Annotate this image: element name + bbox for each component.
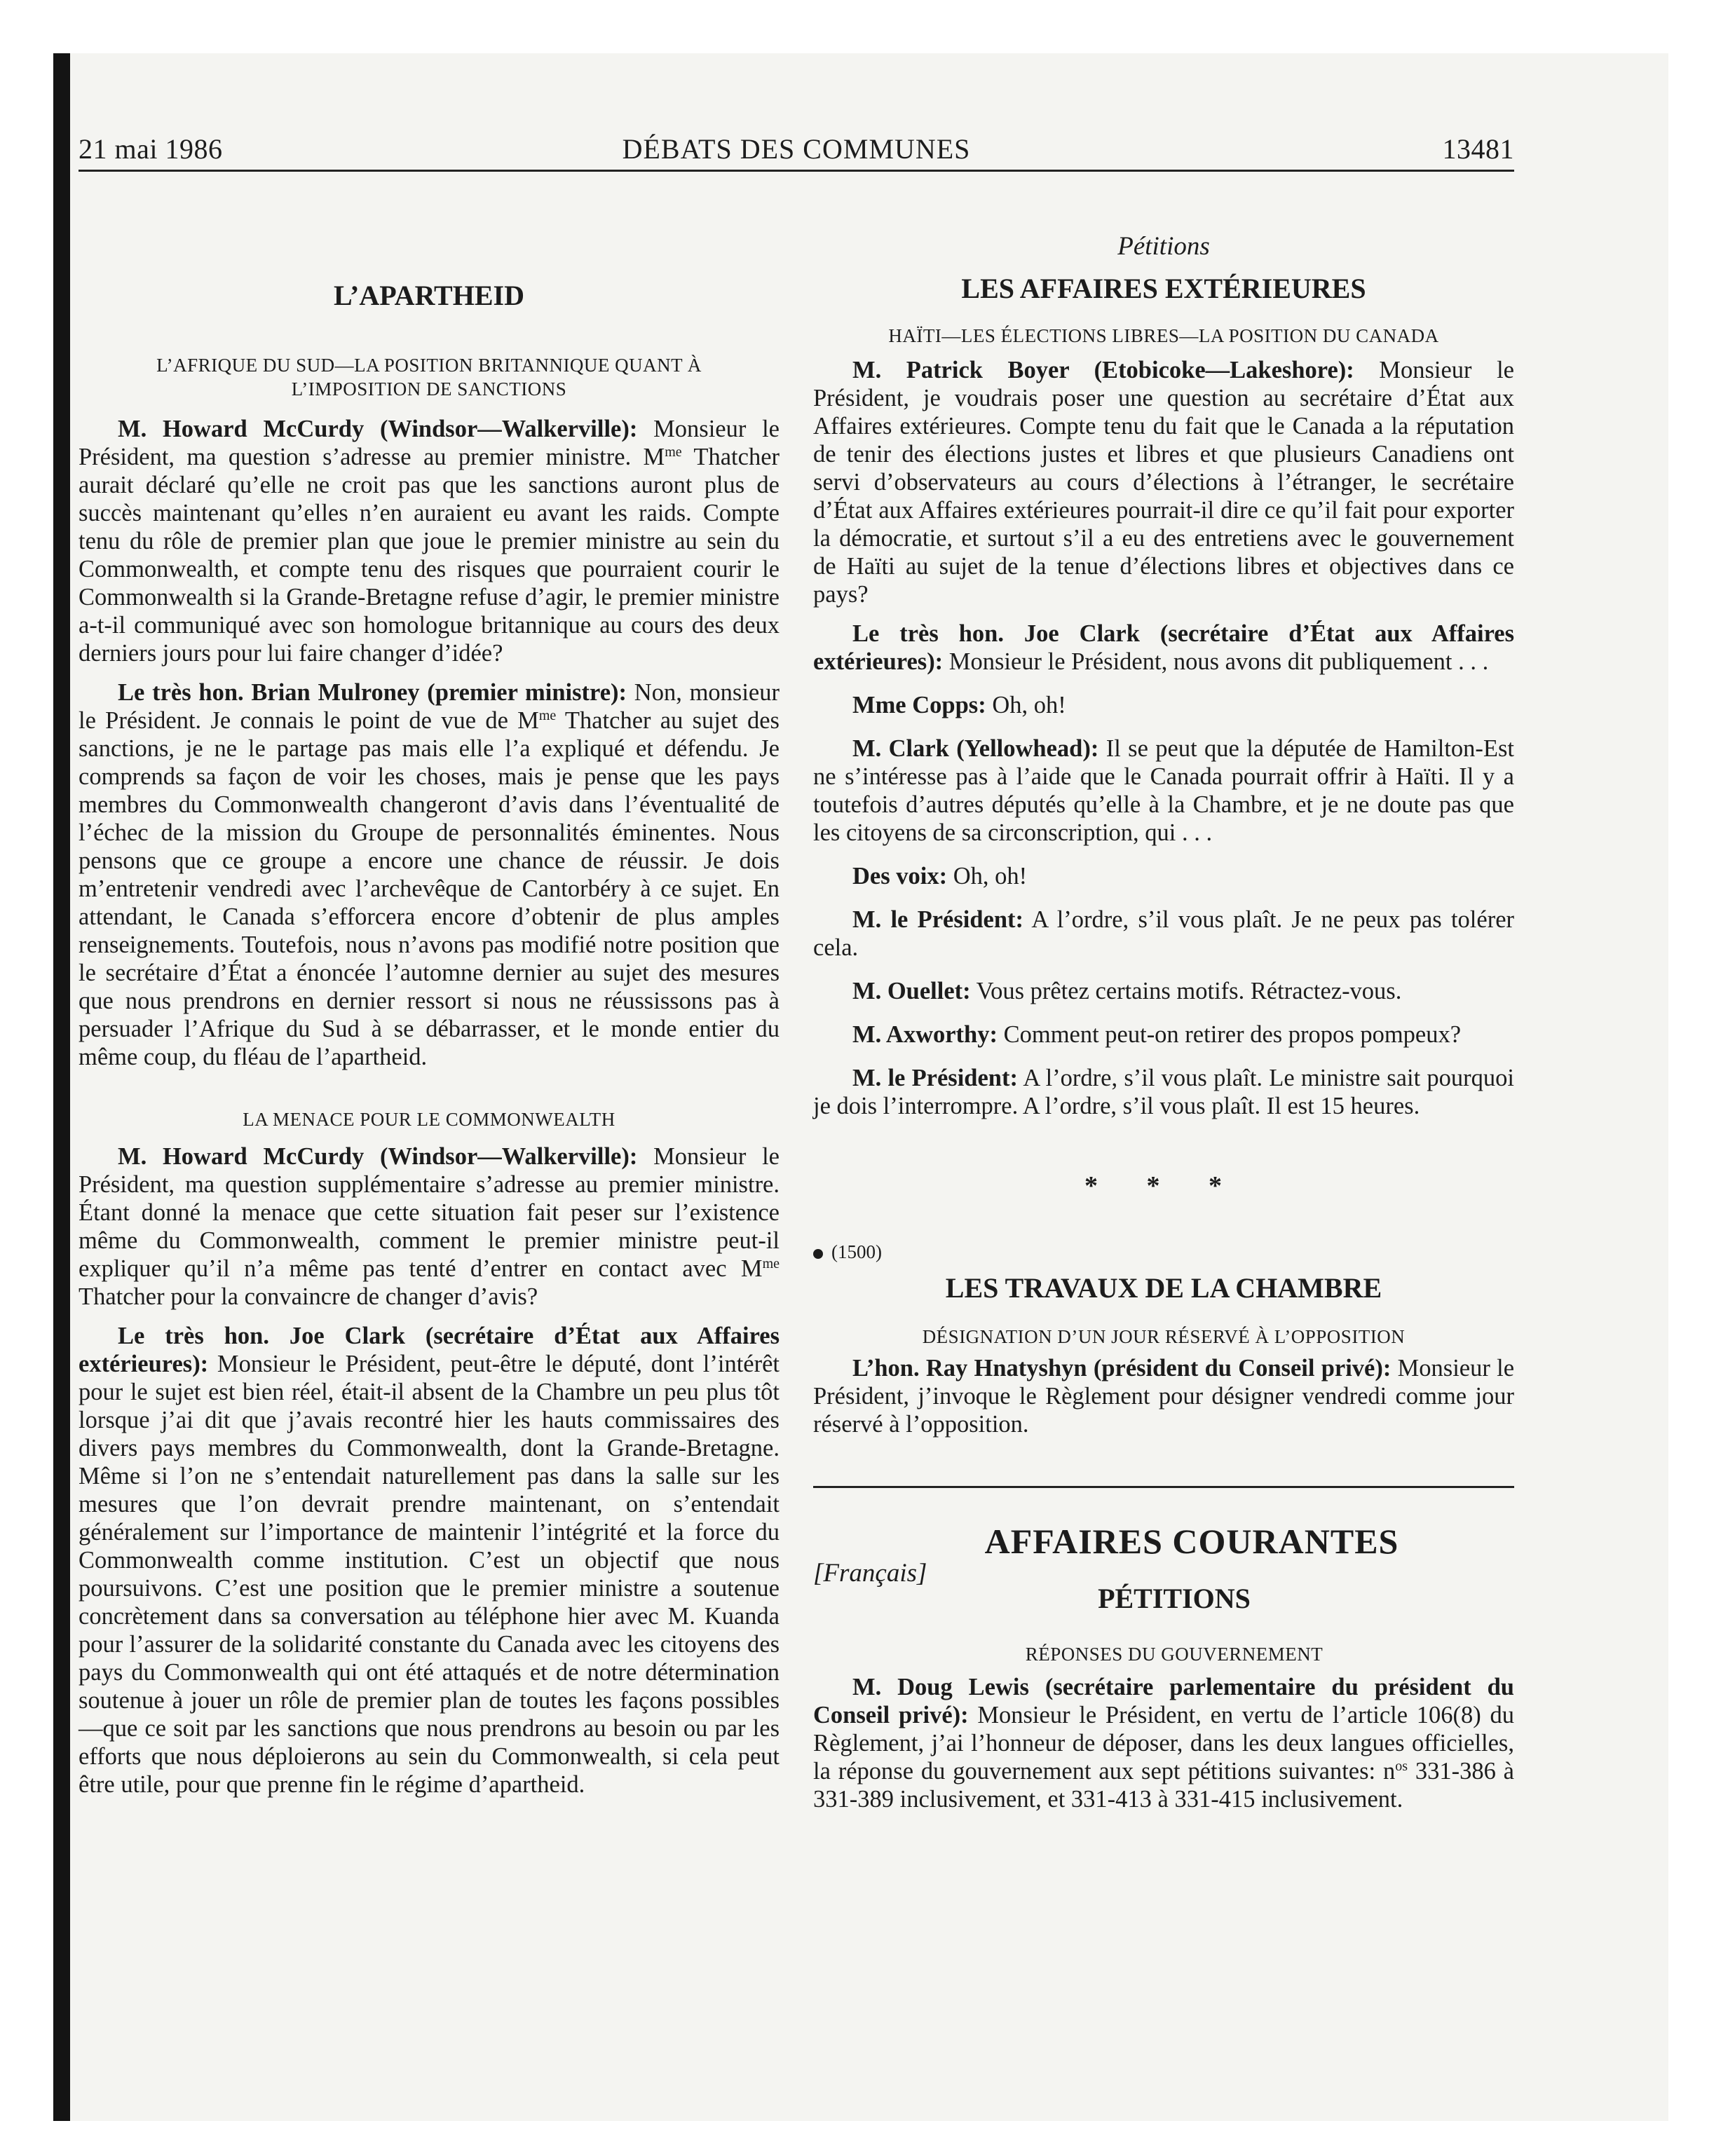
- section-separator-stars: * * *: [1084, 1171, 1243, 1201]
- speaker-name: Le très hon. Joe Clark (secrétaire d’État aux Affaires extérieures):: [79, 1323, 780, 1377]
- paragraph-lewis: M. Doug Lewis (secrétaire parlementaire du président du Conseil privé): Monsieur le Président, en vertu de l’article 106(8) du Règlement, j’ai l’honneur de déposer, dans les deux langues officielles, la réponse du gouvernement aux sept pétitions suivantes: $n^{os}$ 331-386 à 331-389 inclusivement, et 331-413 à 331-415 inclusivement.: [813, 1674, 1514, 1813]
- language-tag: [Français]: [813, 1559, 927, 1588]
- paragraph-speaker-order: M. le Président: A l’ordre, s’il vous plaît. Je ne peux pas tolérer cela.: [813, 906, 1514, 961]
- subsection-opposition-day: DÉSIGNATION D’UN JOUR RÉSERVÉ À L’OPPOSITION: [922, 1326, 1406, 1347]
- scan-binding-edge: [53, 53, 70, 2121]
- speaker-name: Le très hon. Joe Clark (secrétaire d’État aux Affaires extérieures):: [813, 620, 1514, 675]
- speaker-name: Mme Copps:: [852, 692, 986, 718]
- paragraph-clark-yellowhead: M. Clark (Yellowhead): Il se peut que la députée de Hamilton-Est ne s’intéresse pas à l’aide que le Canada pourrait offrir à Haïti. Il y a toutefois d’autres députés qu’elle à la Chambre, et je ne doute pas que les citoyens de sa circonscription, qui . . .: [813, 735, 1514, 846]
- bullet-icon: [813, 1249, 823, 1259]
- section-title-apartheid: L’APARTHEID: [334, 280, 524, 311]
- subsection-commonwealth-threat: LA MENACE POUR LE COMMONWEALTH: [243, 1109, 615, 1130]
- speaker-name: L’hon. Ray Hnatyshyn (président du Conseil privé):: [852, 1355, 1392, 1381]
- section-title-house-business: LES TRAVAUX DE LA CHAMBRE: [945, 1272, 1382, 1304]
- paragraph-clark-reply: Le très hon. Joe Clark (secrétaire d’État aux Affaires extérieures): Monsieur le Président, nous avons dit publiquement . . .: [813, 620, 1514, 675]
- scan-margin: [0, 0, 53, 2156]
- subsection-haiti: HAÏTI—LES ÉLECTIONS LIBRES—LA POSITION DU CANADA: [888, 325, 1439, 346]
- paragraph-mulroney-answer: Le très hon. Brian Mulroney (premier ministre): Non, monsieur le Président. Je connais le point de vue de $M^{me}$ Thatcher au sujet des sanctions, je ne le partage pas mais elle l’a expliqué et défendu. Je comprends sa façon de voir les choses, mais je pense que les pays membres du Commonwealth changeront d’avis dans l’éventualité de l’échec de la mission du Groupe de personnalités éminentes. Nous pensons que ce groupe a encore une chance de réussir. Je dois m’entretenir vendredi avec l’archevêque de Cantorbéry à ce sujet. En attendant, le Canada s’efforcera encore d’obtenir de plus amples renseignements. Toutefois, nous n’avons pas modifié notre position que le secrétaire d’État a énoncée l’automne dernier au sujet des mesures que nous prendrons en dernier ressort si nous ne réussissons pas à persuader l’Afrique du Sud à se débarrasser, et le monde entier du même coup, du fléau de l’apartheid.: [79, 679, 780, 1070]
- speaker-name: M. le Président:: [852, 1065, 1018, 1091]
- paragraph-mccurdy-question: M. Howard McCurdy (Windsor—Walkerville): Monsieur le Président, ma question s’adresse au premier ministre. $M^{me}$ Thatcher aurait déclaré qu’elle ne croit pas que les sanctions auront plus de succès maintenant qu’elles n’en auraient eu avant les raids. Compte tenu du rôle de premier plan que joue le premier ministre au sein du Commonwealth, et compte tenu des risques que pourraient courir le Commonwealth si la Grande-Bretagne refuse d’agir, le premier ministre a-t-il communiqué avec son homologue britannique au cours des deux derniers jours pour lui faire changer d’idée?: [79, 416, 780, 667]
- big-title-routine-proceedings: AFFAIRES COURANTES: [984, 1522, 1399, 1561]
- subsection-south-africa: L’AFRIQUE DU SUD—LA POSITION BRITANNIQUE QUANT À L’IMPOSITION DE SANCTIONS: [156, 355, 702, 400]
- paragraph-mccurdy-supplementary: M. Howard McCurdy (Windsor—Walkerville): Monsieur le Président, ma question supplémentaire s’adresse au premier ministre. Étant donné la menace que cette situation fait peser sur l’existence même du Commonwealth, comment le premier ministre peut-il expliquer qu’il n’a même pas tenté d’entrer en contact avec $M^{me}$ Thatcher pour la convaincre de changer d’avis?: [79, 1143, 780, 1310]
- header-page-number: 13481: [1442, 133, 1514, 165]
- time-marker: (1500): [813, 1241, 1514, 1263]
- header-date: 21 mai 1986: [79, 133, 223, 165]
- paragraph-ouellet: M. Ouellet: Vous prêtez certains motifs. Rétractez-vous.: [852, 978, 1402, 1004]
- speaker-name: Le très hon. Brian Mulroney (premier ministre):: [118, 679, 627, 706]
- paragraph-clark-answer: Le très hon. Joe Clark (secrétaire d’État aux Affaires extérieures): Monsieur le Président, peut-être le député, dont l’intérêt pour le sujet est bien réel, était-il absent de la Chambre un peu plus tôt lorsque j’ai dit que j’avais recontré hier les hauts commissaires des divers pays membres du Commonwealth, dont la Grande-Bretagne. Même si l’on ne s’entendait naturellement pas dans la salle sur les mesures que l’on devrait prendre maintenant, on s’entendait généralement sur l’importance de maintenir l’intégrité et la force du Commonwealth comme institution. C’est un objectif que nous poursuivons. C’est une position que le premier ministre a soutenue concrètement dans sa conversation au téléphone hier avec M. Kuanda pour l’assurer de la solidarité constante du Canada avec les citoyens des pays du Commonwealth qui ont été attaqués et de notre détermination soutenue à jouer un rôle de premier plan de toutes les façons possibles—que ce soit par les sanctions que nous prendrons au besoin ou par les efforts que nous déploierons au sein du Commonwealth, si cela peut être utile, pour que prenne fin le régime d’apartheid.: [79, 1323, 780, 1798]
- header-title: DÉBATS DES COMMUNES: [622, 133, 971, 165]
- running-head: Pétitions: [1117, 232, 1210, 261]
- paragraph-des-voix: Des voix: Oh, oh!: [852, 863, 1028, 889]
- speaker-name: Des voix:: [852, 863, 948, 889]
- right-column: [813, 196, 1514, 1813]
- speaker-name: M. Patrick Boyer (Etobicoke—Lakeshore):: [852, 357, 1354, 383]
- section-title-petitions: PÉTITIONS: [1098, 1583, 1251, 1614]
- speaker-name: M. Ouellet:: [852, 978, 971, 1004]
- speaker-name: M. Doug Lewis (secrétaire parlementaire du président du Conseil privé):: [813, 1674, 1514, 1728]
- speaker-name: M. Clark (Yellowhead):: [852, 735, 1099, 762]
- speaker-name: M. Howard McCurdy (Windsor—Walkerville):: [118, 1143, 638, 1170]
- paragraph-boyer-question: M. Patrick Boyer (Etobicoke—Lakeshore): Monsieur le Président, je voudrais poser une question au secrétaire d’État aux Affaires extérieures. Compte tenu du fait que le Canada a la réputation de tenir des élections justes et libres et que plusieurs Canadiens ont servi d’observateurs au cours d’élections à l’étranger, le secrétaire d’État aux Affaires extérieures pourrait-il dire ce qu’il fait pour exporter la démocratie, et surtout s’il a eu des entretiens avec le gouvernement de Haïti au sujet de la tenue d’élections libres et objectives dans ce pays?: [813, 357, 1514, 608]
- page-header: [79, 128, 1514, 172]
- subsection-government-responses: RÉPONSES DU GOUVERNEMENT: [1025, 1644, 1324, 1665]
- section-title-foreign-affairs: LES AFFAIRES EXTÉRIEURES: [961, 273, 1366, 304]
- speaker-name: M. Howard McCurdy (Windsor—Walkerville):: [118, 416, 638, 442]
- paragraph-hnatyshyn: L’hon. Ray Hnatyshyn (président du Conseil privé): Monsieur le Président, j’invoque le Règlement pour désigner vendredi comme jour réservé à l’opposition.: [813, 1355, 1515, 1438]
- speaker-name: M. Axworthy:: [852, 1021, 998, 1048]
- left-column: [79, 196, 780, 1799]
- speaker-name: M. le Président:: [852, 906, 1024, 933]
- paragraph-axworthy: M. Axworthy: Comment peut-on retirer des propos pompeux?: [852, 1021, 1462, 1048]
- paragraph-copps: Mme Copps: Oh, oh!: [852, 692, 1066, 718]
- paragraph-speaker-15h: M. le Président: A l’ordre, s’il vous plaît. Le ministre sait pourquoi je dois l’interrompre. A l’ordre, s’il vous plaît. Il est 15 heures.: [813, 1065, 1514, 1119]
